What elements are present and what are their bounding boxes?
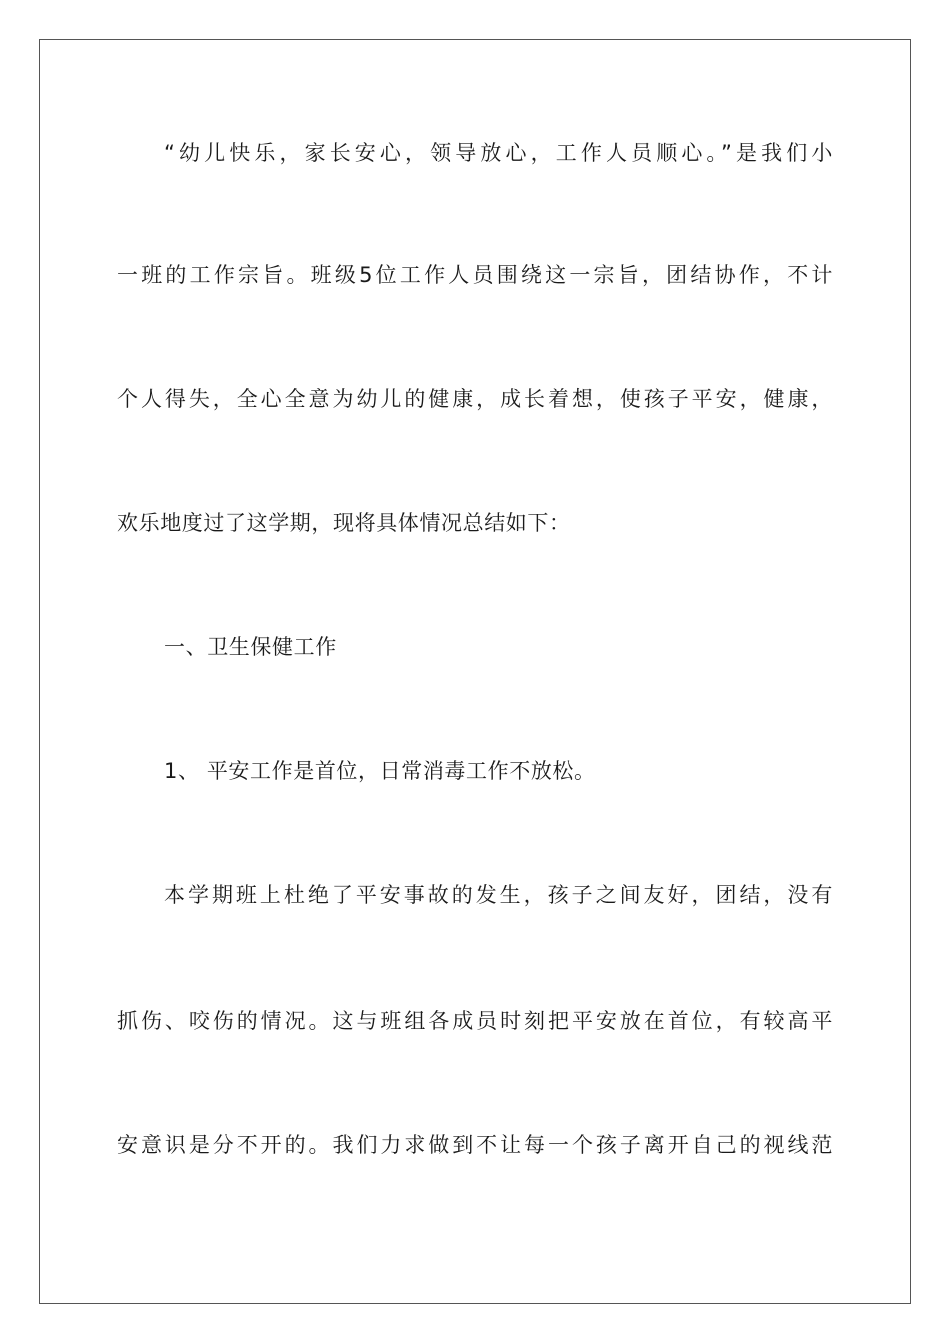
paragraph-2-line-3: 安意识是分不开的。我们力求做到不让每一个孩子离开自己的视线范 — [117, 1133, 833, 1157]
page-border — [39, 39, 911, 1304]
paragraph-1-line-4: 欢乐地度过了这学期，现将具体情况总结如下： — [117, 511, 571, 535]
section-heading: 一、卫生保健工作 — [164, 635, 337, 659]
paragraph-2-line-2: 抓伤、咬伤的情况。这与班组各成员时刻把平安放在首位，有较高平 — [117, 1009, 833, 1033]
subsection-heading: 1、 平安工作是首位，日常消毒工作不放松。 — [164, 759, 596, 783]
paragraph-1-line-2: 一班的工作宗旨。班级5位工作人员围绕这一宗旨，团结协作，不计 — [117, 263, 833, 287]
paragraph-1-line-1: “幼儿快乐，家长安心，领导放心，工作人员顺心。”是我们小 — [164, 141, 833, 165]
paragraph-1-line-3: 个人得失，全心全意为幼儿的健康，成长着想，使孩子平安，健康， — [117, 387, 833, 411]
paragraph-2-line-1: 本学期班上杜绝了平安事故的发生，孩子之间友好，团结，没有 — [164, 883, 833, 907]
